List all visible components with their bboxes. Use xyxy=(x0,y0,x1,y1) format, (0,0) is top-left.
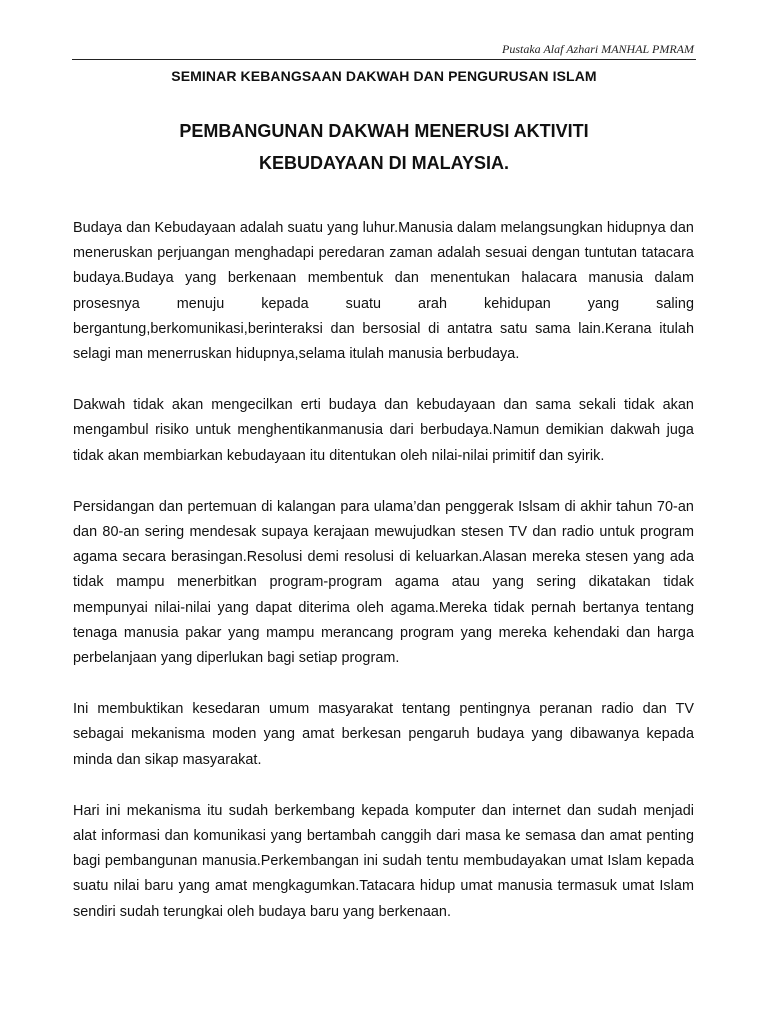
running-header: Pustaka Alaf Azhari MANHAL PMRAM xyxy=(502,42,694,56)
paragraph-5: Hari ini mekanisma itu sudah berkembang kepada komputer dan internet dan sudah menjadi alat informasi dan komunikasi yang bertambah canggih dari masa ke semasa dan amat penting bagi pembangunan manusia.Perkembangan ini sudah tentu membudayakan umat Islam kepada suatu nilai baru yang amat mengkagumkan.Tatacara hidup umat manusia termasuk umat Islam sendiri sudah terungkai oleh budaya baru yang berkenaan. xyxy=(73,802,694,920)
paper-title-line-1: PEMBANGUNAN DAKWAH MENERUSI AKTIVITI xyxy=(179,121,589,141)
header-divider xyxy=(72,59,696,60)
paragraph-4: Ini membuktikan kesedaran umum masyarakat tentang pentingnya peranan radio dan TV sebagai mekanisma moden yang amat berkesan pengaruh budaya yang dibawanya kepada minda dan sikap masyarakat. xyxy=(73,701,694,768)
seminar-title: SEMINAR KEBANGSAAN DAKWAH DAN PENGURUSAN ISLAM xyxy=(171,68,597,84)
paper-title-line-2: KEBUDAYAAN DI MALAYSIA. xyxy=(258,153,510,173)
paragraph-3: Persidangan dan pertemuan di kalangan para ulama’dan penggerak Islsam di akhir tahun 70-an dan 80-an sering mendesak supaya kerajaan mewujudkan stesen TV dan radio untuk program agama secara berasingan.Resolusi demi resolusi di keluarkan.Alasan mereka stesen yang ada tidak mampu menerbitkan program-program agama atau yang sering dikatakan tidak mempunyai nilai-nilai yang dapat diterima oleh agama.Mereka tidak pernah bertanya tentang tenaga manusia pakar yang mampu merancang program yang mereka kehendaki dan harga perbelanjaan yang diperlukan bagi setiap program. xyxy=(73,498,694,667)
body-text xyxy=(73,216,694,951)
paragraph-2: Dakwah tidak akan mengecilkan erti budaya dan kebudayaan dan sama sekali tidak akan mengambul risiko untuk menghentikanmanusia dari berbudaya.Namun demikian dakwah juga tidak akan membiarkan kebudayaan itu ditentukan oleh nilai-nilai primitif dan syirik. xyxy=(73,397,694,464)
paragraph-1: Budaya dan Kebudayaan adalah suatu yang luhur.Manusia dalam melangsungkan hidupnya dan meneruskan perjuangan menghadapi peredaran zaman adalah sesuai dengan tuntutan tatacara budaya.Budaya yang berkenaan membentuk dan menentukan halacara manusia dalam prosesnya menuju kepada suatu arah kehidupan yang saling bergantung,berkomunikasi,berinteraksi dan bersosial di antatra satu sama lain.Kerana itulah selagi man menerruskan hidupnya,selama itulah manusia berbudaya. xyxy=(73,220,694,363)
paper-title xyxy=(72,115,696,179)
